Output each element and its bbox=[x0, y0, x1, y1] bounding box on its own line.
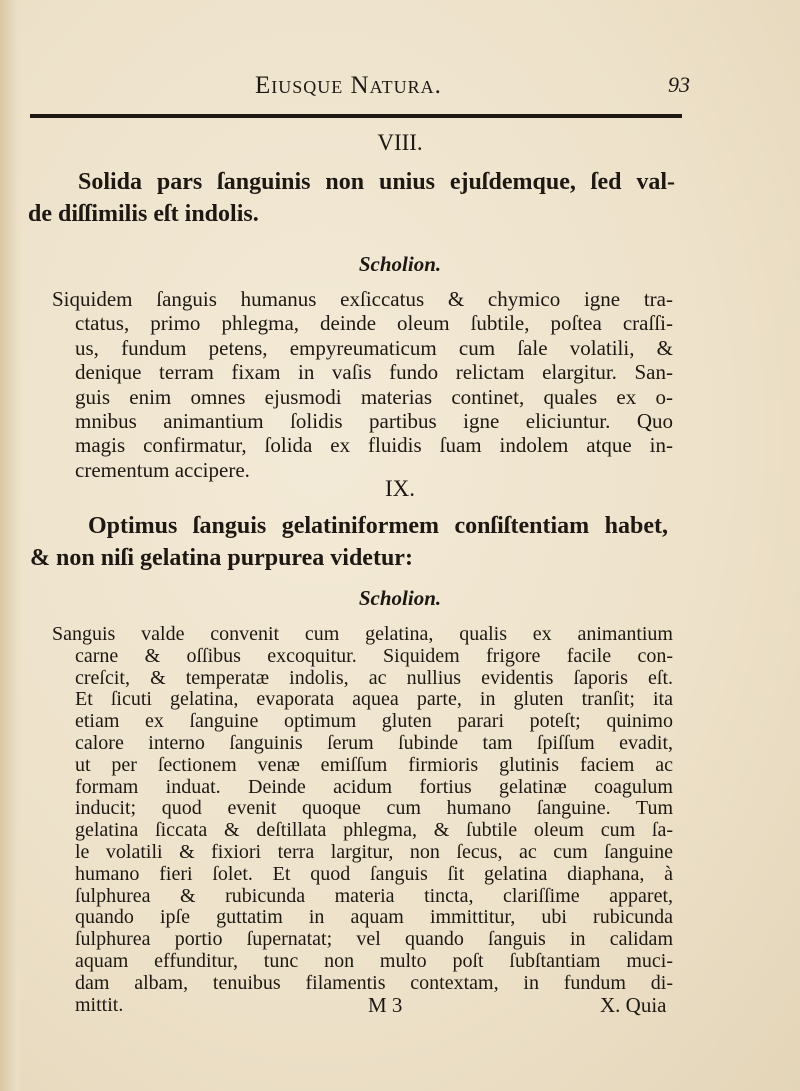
scholion-line: ut per ſectionem venæ emiſſum firmioris glutinis faciem ac bbox=[75, 753, 673, 776]
scholion-heading: Scholion. bbox=[358, 586, 442, 610]
scholion-line: humano fieri ſolet. Et quod ſanguis ſit gelatina diaphana, à bbox=[75, 862, 673, 885]
page-gutter bbox=[0, 0, 22, 1091]
scholion-line: aquam effunditur, tunc non multo poſt ſubſtantiam muci- bbox=[75, 950, 673, 972]
scholion-line: carne & oſſibus excoquitur. Siquidem frigore facile con- bbox=[75, 644, 673, 667]
scholion-line: ſulphurea portio ſupernatat; vel quando ſanguis in calidam bbox=[75, 928, 673, 951]
scholion-line: ſulphurea & rubicunda materia tincta, clariſſime apparet, bbox=[75, 884, 673, 907]
scholion-line: crementum accipere. bbox=[75, 457, 250, 482]
scholion-line: etiam ex ſanguine optimum gluten parari poteſt; quinimo bbox=[75, 710, 673, 733]
catchword: X. Quia bbox=[600, 993, 667, 1017]
proposition-line: de diſſimilis eſt indolis. bbox=[28, 201, 259, 227]
running-title: Eiusque Natura. bbox=[255, 72, 442, 99]
proposition-line: Optimus ſanguis gelatiniformem conſiſtentiam habet, bbox=[88, 513, 668, 539]
scholion-line: Sanguis valde convenit cum gelatina, qualis ex animantium bbox=[52, 623, 673, 645]
scholion-line: gelatina ſiccata & deſtillata phlegma, & ſubtile oleum cum ſa- bbox=[75, 819, 673, 842]
scholion-heading: Scholion. bbox=[358, 252, 442, 276]
proposition-line: Solida pars ſanguinis non unius ejuſdemque, ſed val- bbox=[78, 169, 675, 195]
section-number: VIII. bbox=[377, 130, 423, 155]
scholion-line: mnibus animantium ſolidis partibus igne eliciuntur. Quo bbox=[75, 409, 673, 433]
header-rule bbox=[30, 114, 682, 118]
scholion-line: Et ſicuti gelatina, evaporata aquea parte, in gluten tranſit; ita bbox=[75, 688, 673, 711]
scholion-line: formam induat. Deinde acidum fortius gelatinæ coagulum bbox=[75, 775, 673, 798]
scholion-line: inducit; quod evenit quoque cum humano ſanguine. Tum bbox=[75, 797, 673, 820]
scholion-line: quando ipſe guttatim in aquam immittitur, ubi rubicunda bbox=[75, 906, 673, 929]
signature-mark: M 3 bbox=[368, 993, 403, 1017]
page-number: 93 bbox=[668, 72, 690, 97]
scholion-line: dam albam, tenuibus filamentis contextam, in fundum di- bbox=[75, 971, 673, 994]
scholion-line: creſcit, & temperatæ indolis, ac nullius evidentis ſaporis eſt. bbox=[75, 666, 673, 689]
section-number: IX. bbox=[384, 476, 416, 501]
scholion-line: Siquidem ſanguis humanus exſiccatus & chymico igne tra- bbox=[52, 287, 673, 311]
scholion-line: ctatus, primo phlegma, deinde oleum ſubtile, poſtea craſſi- bbox=[75, 311, 673, 336]
scholion-line: calore interno ſanguinis ſerum ſubinde tam ſpiſſum evadit, bbox=[75, 732, 673, 754]
scholion-line: denique terram fixam in vaſis fundo relictam elargitur. San- bbox=[75, 360, 673, 385]
scholion-line: guis enim omnes ejusmodi materias continet, quales ex o- bbox=[75, 384, 673, 409]
scholion-line: mittit. bbox=[75, 993, 124, 1016]
proposition-line: & non niſi gelatina purpurea videtur: bbox=[30, 545, 413, 571]
scholion-line: us, fundum petens, empyreumaticum cum ſale volatili, & bbox=[75, 335, 673, 360]
scholion-line: magis confirmatur, ſolida ex fluidis ſuam indolem atque in- bbox=[75, 433, 673, 458]
scholion-line: le volatili & fixiori terra largitur, non ſecus, ac cum ſanguine bbox=[75, 841, 673, 863]
